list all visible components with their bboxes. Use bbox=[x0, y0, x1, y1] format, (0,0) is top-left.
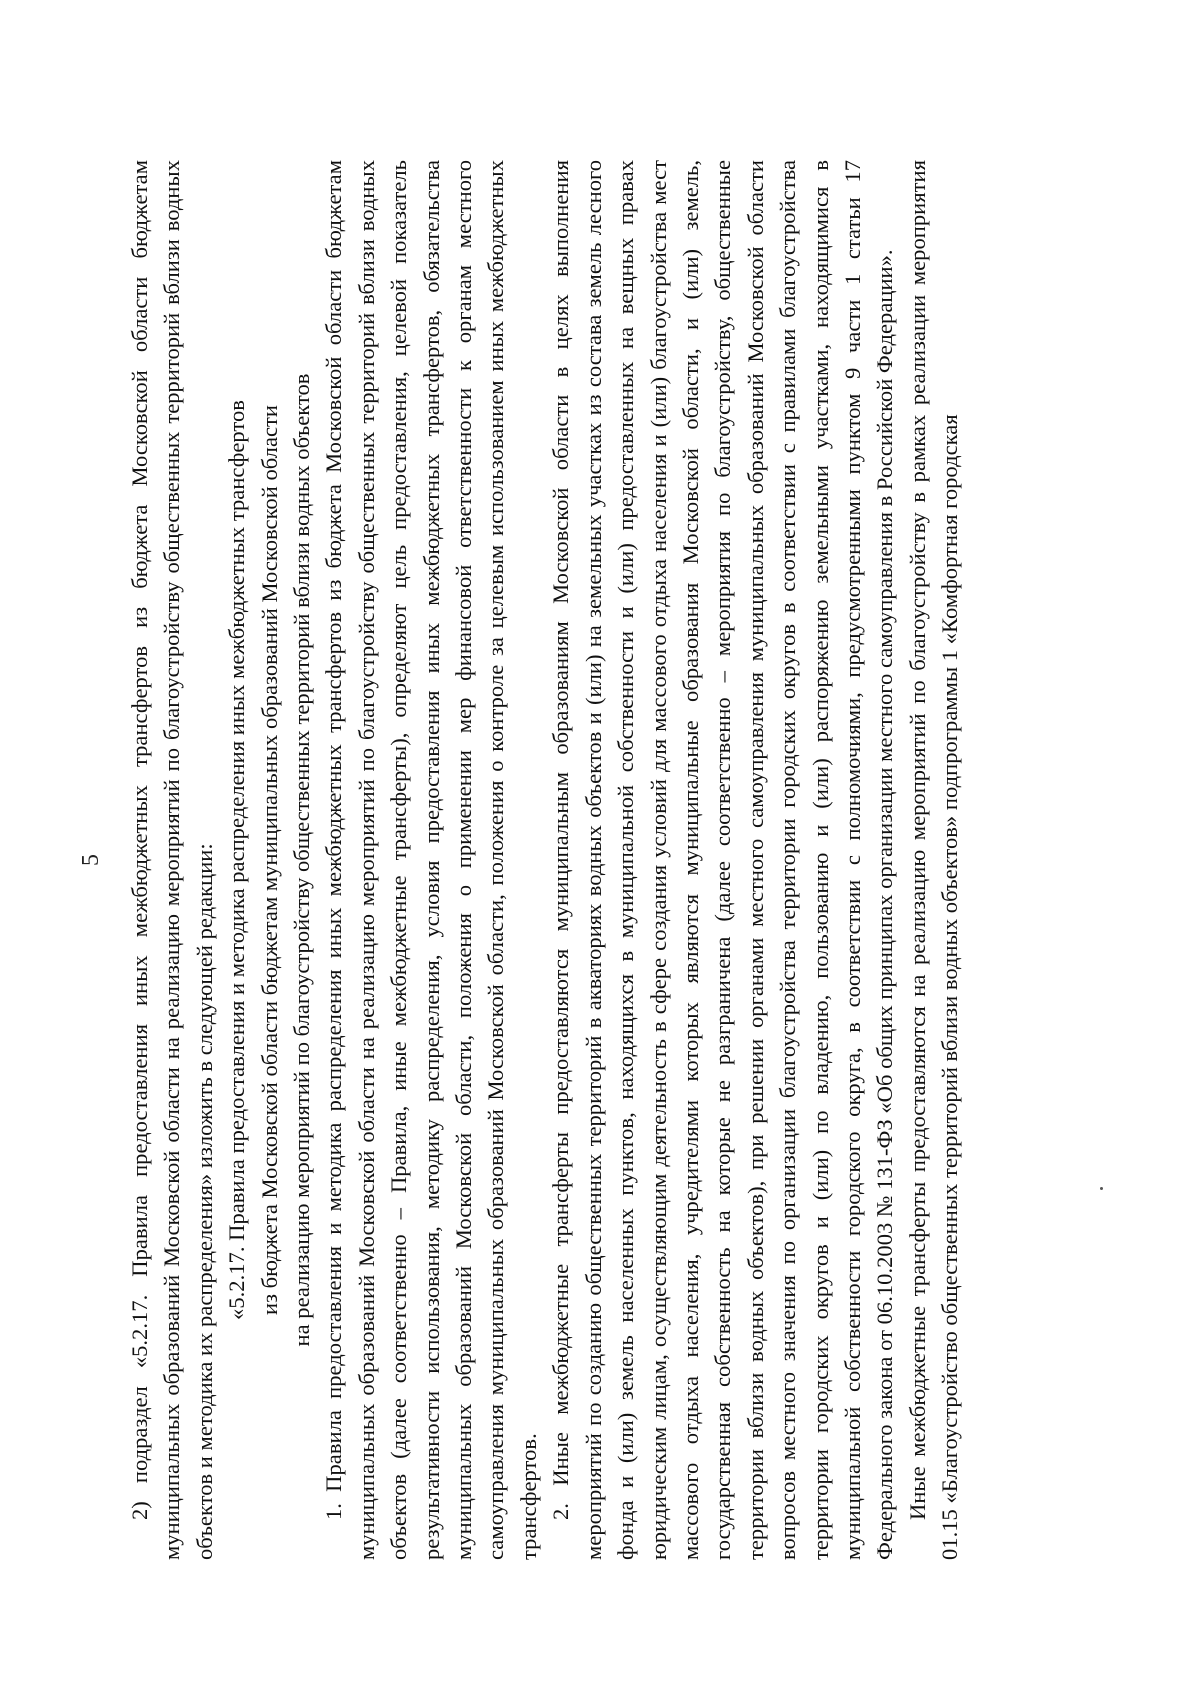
heading-line-1: «5.2.17. Правила предоставления и методика распределения иных межбюджетных трансфертов bbox=[224, 400, 250, 1320]
rotated-sheet bbox=[40, 100, 1170, 1620]
heading-line-3: на реализацию мероприятий по благоустройству общественных территорий вблизи водных объектов bbox=[289, 373, 315, 1347]
section-heading bbox=[221, 160, 318, 1560]
document-body bbox=[124, 160, 967, 1560]
paragraph-section-2: 2. Иные межбюджетные трансферты предоставляются муниципальным образованиям Московской области в целях выполнения мероприятий по созданию общественных территорий в акваториях водных объектов и (или) на земельных участках из состава земель лесного фонда и (или) земель населенных пунктов, находящихся в муниципальной собственности и (или) предоставленных на вещных правах юридическим лицам, осуществляющим деятельность в сфере создания условий для массового отдыха населения и (или) благоустройства мест массового отдыха населения, учредителями которых являются муниципальные образования Московской области, и (или) земель, государственная собственность на которые не разграничена (далее соответственно – мероприятия по благоустройству, общественные территории вблизи водных объектов), при решении органами местного самоуправления муниципальных образований Московской области вопросов местного значения по организации благоустройства территории городских округов в соответствии с правилами благоустройства территории городских округов и (или) по владению, пользованию и (или) распоряжению земельными участками, находящимися в муниципальной собственности городского округа, в соответствии с полномочиями, предусмотренными пунктом 9 части 1 статьи 17 Федерального закона от 06.10.2003 № 131-ФЗ «Об общих принципах организации местного самоуправления в Российской Федерации». bbox=[548, 160, 898, 1560]
page-number: 5 bbox=[78, 854, 104, 866]
paragraph-section-1: 1. Правила предоставления и методика распределения иных межбюджетных трансфертов из бюджета Московской области бюджетам муниципальных образований Московской области на реализацию мероприятий по благоустройству общественных территорий вблизи водных объектов (далее соответственно – Правила, иные межбюджетные трансферты), определяют цель предоставления, целевой показатель результативности использования, методику распределения, условия предоставления иных межбюджетных трансфертов, обязательства муниципальных образований Московской области, положения о применении мер финансовой ответственности к органам местного самоуправления муниципальных образований Московской области, положения о контроле за целевым использованием иных межбюджетных трансфертов. bbox=[321, 160, 541, 1560]
paragraph-section-3: Иные межбюджетные трансферты предоставляются на реализацию мероприятий по благоустройству в рамках реализации мероприятия 01.15 «Благоустройство общественных территорий вблизи водных объектов» подпрограммы 1 «Комфортная городская bbox=[904, 160, 963, 1560]
paragraph-intro: 2) подраздел «5.2.17. Правила предоставления иных межбюджетных трансфертов из бюджета Московской области бюджетам муниципальных образований Московской области на реализацию мероприятий по благоустройству общественных территорий вблизи водных объектов и методика их распределения» изложить в следующей редакции: bbox=[127, 160, 217, 1560]
heading-line-2: из бюджета Московской области бюджетам муниципальных образований Московской области bbox=[256, 405, 282, 1315]
scan-speck bbox=[1100, 1187, 1103, 1190]
